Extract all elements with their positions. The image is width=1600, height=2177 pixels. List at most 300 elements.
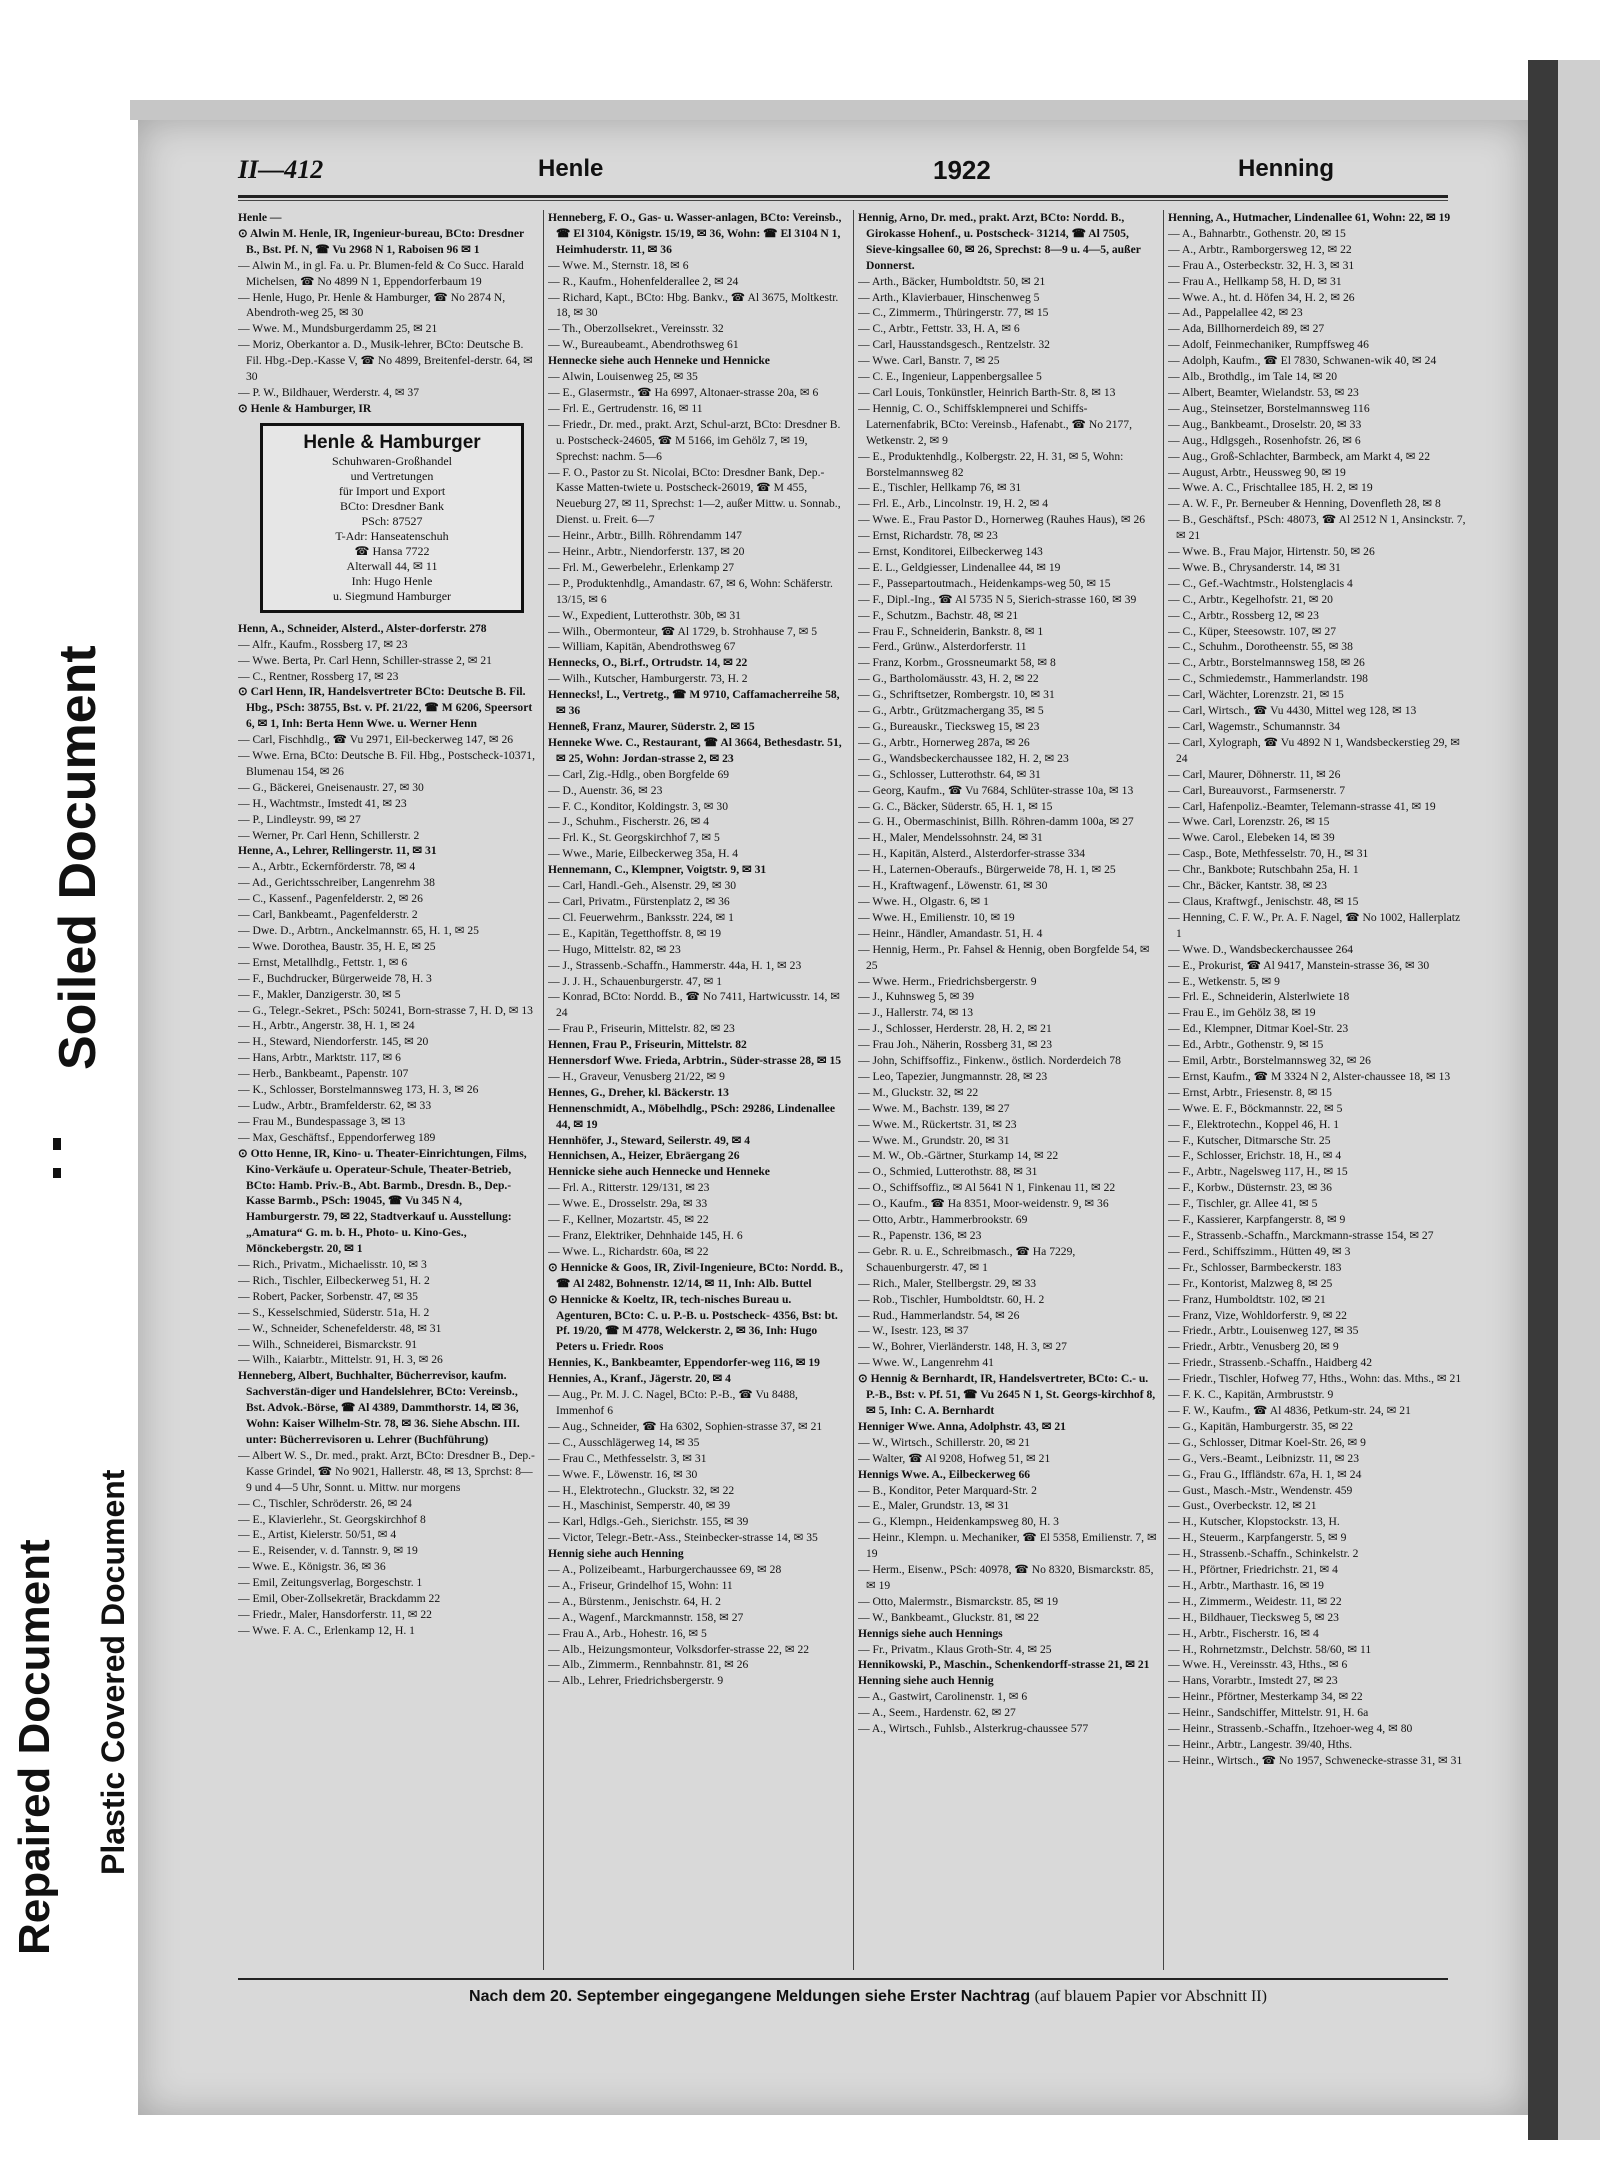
directory-entry: — Emil, Ober-Zollsekretär, Brackdamm 22 [238,1592,441,1606]
directory-entry: — Frau A., Osterbeckstr. 32, H. 3, ✉ 31 [1168,258,1355,272]
directory-entry: — A., Polizeibeamt., Harburgerchaussee 69, ✉ 28 [548,1563,782,1577]
directory-entry: — C., Ausschlägerweg 14, ✉ 35 [548,1435,700,1449]
directory-entry: — R., Kaufm., Hohenfelderallee 2, ✉ 24 [548,274,739,288]
directory-entry: — Carl, Wächter, Lorenzstr. 21, ✉ 15 [1168,688,1344,702]
directory-entry: — H., Zimmerm., Weidestr. 11, ✉ 22 [1168,1594,1342,1608]
directory-entry: — F., Tischler, gr. Allee 41, ✉ 5 [1168,1197,1318,1211]
directory-entry: — Herm., Eisenw., PSch: 40978, ☎ No 8320, Bismarckstr. 85, ✉ 19 [858,1563,1154,1592]
directory-entry: — Rich., Tischler, Eilbeckerweg 51, H. 2 [238,1273,430,1287]
directory-entry: — Wwe. M., Mundsburgerdamm 25, ✉ 21 [238,322,438,336]
directory-entry: — E., Kapitän, Tegetthoffstr. 8, ✉ 19 [548,926,722,940]
directory-entry: — Arth., Klavierbauer, Hinschenweg 5 [858,290,1040,304]
directory-entry: — Carl, Zig.-Hdlg., oben Borgfelde 69 [548,767,730,781]
directory-entry: — Wwe. Carl, Banstr. 7, ✉ 25 [858,354,1000,368]
directory-entry: — M. W., Ob.-Gärtner, Sturkamp 14, ✉ 22 [858,1149,1059,1163]
directory-entry: Hennen, Frau P., Friseurin, Mittelstr. 82 [548,1038,747,1052]
directory-entry: — Wwe. W., Langenrehm 41 [858,1356,994,1370]
directory-entry: — F. C., Konditor, Koldingstr. 3, ✉ 30 [548,799,728,813]
directory-entry: — Hennig, Herm., Pr. Fahsel & Hennig, oben Borgfelde 54, ✉ 25 [858,942,1150,972]
directory-entry: — Leo, Tapezier, Jungmannstr. 28, ✉ 23 [858,1069,1048,1083]
directory-entry: — Carl, Fischhdlg., ☎ Vu 2971, Eil-beckerweg 147, ✉ 26 [238,733,514,747]
directory-entry: — H., Kapitän, Alsterd., Alsterdorfer-strasse 334 [858,847,1086,861]
directory-entry: — E., Reisender, v. d. Tannstr. 9, ✉ 19 [238,1544,418,1558]
directory-entry: — A., Gastwirt, Carolinenstr. 1, ✉ 6 [858,1690,1028,1704]
scanned-directory-page [138,120,1528,2115]
directory-entry: — Ernst, Konditorei, Eilbeckerweg 143 [858,545,1043,559]
header-last-name: Henning [1238,155,1334,182]
directory-entry: — Ernst, Kaufm., ☎ M 3324 N 2, Alster-chaussee 18, ✉ 13 [1168,1069,1451,1083]
directory-entry: — Carl, Wagemstr., Schumannstr. 34 [1168,720,1341,733]
directory-entry: — Carl, Xylograph, ☎ Vu 4892 N 1, Wandsbeckerstieg 29, ✉ 24 [1168,735,1460,765]
page-number: II—412 [238,155,324,184]
directory-entry: Hennies, A., Kranf., Jägerstr. 20, ✉ 4 [548,1372,731,1386]
directory-entry: — Frau C., Methfesselstr. 3, ✉ 31 [548,1451,707,1465]
directory-entry: — H., Arbtr., Marthastr. 16, ✉ 19 [1168,1578,1324,1592]
directory-entry: — A., Bürstenm., Jenischstr. 64, H. 2 [548,1594,721,1608]
directory-entry: Henne, A., Lehrer, Rellingerstr. 11, ✉ 31 [238,844,437,858]
directory-entry: — G., Arbtr., Hornerweg 287a, ✉ 26 [858,735,1030,749]
directory-entry: — Heinr., Sandschiffer, Mittelstr. 91, H. 6a [1168,1706,1369,1720]
directory-entry: — F., Schlosser, Erichstr. 18, H., ✉ 4 [1168,1149,1342,1163]
directory-entry: Hennecks!, L., Vertretg., ☎ M 9710, Caffamacherreihe 58, ✉ 36 [548,688,840,718]
page-top-edge [130,100,1530,120]
directory-entry: — F., Kellner, Mozartstr. 45, ✉ 22 [548,1213,709,1227]
directory-entry: — E., Maler, Grundstr. 13, ✉ 31 [858,1499,1010,1513]
directory-entry: — Wwe. H., Vereinsstr. 43, Hths., ✉ 6 [1168,1658,1348,1672]
directory-entry: Henn, A., Schneider, Alsterd., Alster-dorferstr. 278 [238,621,487,635]
directory-entry: Hennichsen, A., Heizer, Ebräergang 26 [548,1149,740,1163]
directory-entry: Hennig siehe auch Henning [548,1547,684,1561]
directory-entry: — W., Schneider, Schenefelderstr. 48, ✉ 31 [238,1321,442,1335]
directory-entry: — Frl. E., Schneiderin, Alsterlwiete 18 [1168,990,1350,1004]
directory-entry: — C., Gef.-Wachtmstr., Holstenglacis 4 [1168,576,1353,590]
directory-entry: — G., Klempn., Heidenkampsweg 80, H. 3 [858,1515,1059,1529]
directory-entry: — Adolf, Feinmechaniker, Rumpffsweg 46 [1168,338,1369,352]
directory-entry: ⊙ Carl Henn, IR, Handelsvertreter BCto: Deutsche B. Fil. Hbg., PSch: 38755, Bst. v. Pf. 21/22, ☎ M 6206, Speersort 6, ✉ 1, Inh: Berta Henn Wwe. u. Werner Henn [238,685,533,731]
directory-entry: — F. O., Pastor zu St. Nicolai, BCto: Dresdner Bank, Dep.-Kasse Matten-twiete u. Postscheck-26019, ☎ M 455, Neueburg 27, ✉ 11, Sprechst: 1—2, außer Mittw. u. Sonnab., Dienst. u. Freit. 6—7 [548,465,841,527]
directory-entry: — Frau E., im Gehölz 38, ✉ 19 [1168,1006,1316,1020]
column-divider [853,210,854,1970]
directory-entry: — J., Hallerstr. 74, ✉ 13 [858,1006,974,1020]
directory-entry: — O., Schmied, Lutterothstr. 88, ✉ 31 [858,1165,1038,1179]
directory-entry: — G., Kapitän, Hamburgerstr. 35, ✉ 22 [1168,1419,1353,1433]
directory-entry: — Ludw., Arbtr., Bramfelderstr. 62, ✉ 33 [238,1098,432,1112]
directory-entry: — C., Arbtr., Rossberg 12, ✉ 23 [1168,608,1319,622]
directory-entry: — F., Kutscher, Ditmarsche Str. 25 [1168,1133,1331,1147]
directory-entry: ⊙ Henle & Hamburger, IR [238,401,372,415]
directory-entry: — F., Strassenb.-Schaffn., Marckmann-strasse 154, ✉ 27 [1168,1229,1434,1242]
directory-entry: — Richard, Kapt., BCto: Hbg. Bankv., ☎ Al 3675, Moltkestr. 18, ✉ 30 [548,290,839,320]
directory-entry: — Wwe. Dorothea, Baustr. 35, H. E, ✉ 25 [238,939,436,953]
directory-entry: — E., Klavierlehr., St. Georgskirchhof 8 [238,1512,426,1526]
directory-entry: — F., Arbtr., Nagelsweg 117, H., ✉ 15 [1168,1165,1348,1179]
header-rule [238,195,1448,198]
directory-entry: — Gust., Masch.-Mstr., Wendenstr. 459 [1168,1483,1353,1497]
directory-entry: — G., Arbtr., Grützmachergang 35, ✉ 5 [858,704,1044,718]
directory-entry: — F., Dipl.-Ing., ☎ Al 5735 N 5, Sierich-strasse 160, ✉ 39 [858,592,1137,606]
footer-note [288,1988,1448,2006]
directory-entry: — C., Schmiedemstr., Hammerlandstr. 198 [1168,672,1368,686]
directory-entry: — Frau M., Bundespassage 3, ✉ 13 [238,1114,406,1128]
directory-entry: — W., Expedient, Lutterothstr. 30b, ✉ 31 [548,608,741,622]
directory-entry: — A., Arbtr., Ramborgersweg 12, ✉ 22 [1168,242,1352,256]
advertisement-line: für Import und Export [338,483,446,498]
directory-entry: — Hennig, C. O., Schiffsklempnerei und Schiffs-Laternenfabrik, BCto: Vereinsb., Hafenabt., ☎ No 2177, Wetkenstr. 2, ✉ 9 [858,401,1133,447]
directory-entry: — Aug., Schneider, ☎ Ha 6302, Sophien-strasse 37, ✉ 21 [548,1419,823,1433]
directory-entry: — J., Schlosser, Herderstr. 28, H. 2, ✉ 21 [858,1022,1052,1036]
directory-entry: — E., Prokurist, ☎ Al 9417, Manstein-strasse 36, ✉ 30 [1168,958,1430,972]
directory-entry: — C., Arbtr., Kegelhofstr. 21, ✉ 20 [1168,592,1333,606]
directory-entry: — F., Elektrotechn., Koppel 46, H. 1 [1168,1117,1340,1131]
directory-entry: — William, Kapitän, Abendrothsweg 67 [548,640,736,654]
directory-entry: — Wwe. H., Emilienstr. 10, ✉ 19 [858,910,1015,924]
directory-entry: — A., Friseur, Grindelhof 15, Wohn: 11 [548,1578,733,1592]
directory-entry: — J., Schuhm., Fischerstr. 26, ✉ 4 [548,815,710,829]
advertisement-line: PSch: 87527 [361,513,423,528]
directory-entry: — W., Bohrer, Vierländerstr. 148, H. 3, ✉ 27 [858,1340,1067,1354]
directory-entry: — Wwe. Herm., Friedrichsbergerstr. 9 [858,974,1037,988]
directory-entry: — D., Auenstr. 36, ✉ 23 [548,783,663,797]
directory-entry: Hennigs siehe auch Hennings [858,1626,1003,1640]
directory-entry: — F., Passepartoutmach., Heidenkamps-weg 50, ✉ 15 [858,576,1111,590]
directory-entry: — Wwe. M., Bachstr. 139, ✉ 27 [858,1101,1010,1115]
advertisement-line: Inh: Hugo Henle [351,573,433,588]
directory-entry: Hennecke siehe auch Henneke und Hennicke [548,354,770,368]
directory-entry: — Wwe. Carl, Lorenzstr. 26, ✉ 15 [1168,815,1330,829]
directory-entry: — Wwe. E., Frau Pastor D., Hornerweg (Rauhes Haus), ✉ 26 [858,513,1146,527]
directory-entry: Hennhöfer, J., Steward, Seilerstr. 49, ✉ 4 [548,1133,751,1147]
directory-entry: — A., Wirtsch., Fuhlsb., Alsterkrug-chaussee 577 [858,1722,1089,1736]
directory-entry: — E., Wetkenstr. 5, ✉ 9 [1168,974,1280,988]
directory-entry: — F., Korbw., Düsternstr. 23, ✉ 36 [1168,1181,1332,1195]
directory-entry: — Gust., Overbeckstr. 12, ✉ 21 [1168,1499,1317,1513]
directory-entry: — Heinr., Arbtr., Billh. Röhrendamm 147 [548,529,742,543]
directory-entry: — Hugo, Mittelstr. 82, ✉ 23 [548,942,681,956]
directory-entry: Hennes, G., Dreher, kl. Bäckerstr. 13 [548,1085,729,1099]
directory-entry: — Alb., Lehrer, Friedrichsbergerstr. 9 [548,1674,724,1688]
directory-entry: — C., Tischler, Schröderstr. 26, ✉ 24 [238,1496,412,1510]
directory-entry: — A. W. F., Pr. Berneuber & Henning, Dovenfleth 28, ✉ 8 [1168,497,1441,511]
directory-entry: — W., Isestr. 123, ✉ 37 [858,1324,969,1338]
directory-entry: — Frau F., Schneiderin, Bankstr. 8, ✉ 1 [858,624,1044,638]
directory-entry: — Werner, Pr. Carl Henn, Schillerstr. 2 [238,828,420,842]
directory-entry: — W., Bureaubeamt., Abendrothsweg 61 [548,338,739,352]
advertisement-title: Henle & Hamburger [303,431,481,453]
directory-entry: — G., Schlosser, Lutterothstr. 64, ✉ 31 [858,767,1041,781]
directory-entry: — Wwe. B., Chrysanderstr. 14, ✉ 31 [1168,560,1341,574]
directory-entry: — P., Lindleystr. 99, ✉ 27 [238,812,361,826]
directory-entry: — O., Kaufm., ☎ Ha 8351, Moor-weidenstr. 9, ✉ 36 [858,1197,1109,1211]
directory-entry: — Frau A., Hellkamp 58, H. D, ✉ 31 [1168,274,1342,288]
directory-entry: — G., Schlosser, Ditmar Koel-Str. 26, ✉ 9 [1168,1435,1366,1449]
directory-entry: — Albert, Beamter, Wielandstr. 53, ✉ 23 [1168,385,1359,399]
directory-entry: — Alb., Heizungsmonteur, Volksdorfer-strasse 22, ✉ 22 [548,1642,810,1656]
directory-entry: — Claus, Kraftwgf., Jenischstr. 48, ✉ 15 [1168,894,1359,908]
directory-entry: — Rud., Hammerlandstr. 54, ✉ 26 [858,1308,1020,1322]
directory-entry: — E., Glasermstr., ☎ Ha 6997, Altonaer-strasse 20a, ✉ 6 [548,385,819,399]
directory-entry: — Wilh., Schneiderei, Bismarckstr. 91 [238,1337,417,1351]
directory-entry: — Wilh., Kutscher, Hamburgerstr. 73, H. 2 [548,672,748,686]
directory-entry: — Carl, Hafenpoliz.-Beamter, Telemann-strasse 41, ✉ 19 [1168,799,1436,813]
directory-entry: — Heinr., Wirtsch., ☎ No 1957, Schwenecke-strasse 31, ✉ 31 [1168,1753,1463,1767]
directory-entry: — Victor, Telegr.-Betr.-Ass., Steinbecker-strasse 14, ✉ 35 [548,1531,818,1545]
directory-entry: — Wilh., Kaiarbtr., Mittelstr. 91, H. 3, ✉ 26 [238,1353,443,1367]
footer-note-rest: (auf blauem Papier vor Abschnitt II) [1034,1988,1267,2005]
directory-entry: — Konrad, BCto: Nordd. B., ☎ No 7411, Hartwicusstr. 14, ✉ 24 [548,990,840,1020]
directory-entry: — Fr., Privatm., Klaus Groth-Str. 4, ✉ 25 [858,1642,1052,1656]
directory-entry: Hennersdorf Wwe. Frieda, Arbtrin., Süder-strasse 28, ✉ 15 [548,1054,842,1068]
directory-entry: — Alfr., Kaufm., Rossberg 17, ✉ 23 [238,637,408,651]
directory-entry: — Wwe. B., Frau Major, Hirtenstr. 50, ✉ 26 [1168,545,1375,559]
directory-entry: Henle — [238,211,282,224]
directory-entry: — H., Wachtmstr., Imstedt 41, ✉ 23 [238,796,407,810]
directory-entry: — Rich., Maler, Stellbergstr. 29, ✉ 33 [858,1276,1037,1290]
directory-entry: — Hans, Vorarbtr., Imstedt 27, ✉ 23 [1168,1674,1338,1688]
directory-entry: — A., Bahnarbtr., Gothenstr. 20, ✉ 15 [1168,226,1346,240]
directory-entry: — Wwe. Carol., Elebeken 14, ✉ 39 [1168,831,1335,845]
directory-entry: — Wwe. Berta, Pr. Carl Henn, Schiller-strasse 2, ✉ 21 [238,653,492,667]
footer-note-main: Nach dem 20. September eingegangene Meldungen siehe Erster Nachtrag [469,1988,1031,2005]
directory-entry: ⊙ Hennicke & Koeltz, IR, tech-nisches Bureau u. Agenturen, BCto: C. u. P.-B. u. Postscheck- 4356, Bst: bt. Pf. 19/20, ☎ M 4778, Welckerstr. 2, ✉ 36, Inh: Hugo Peters u. Friedr. Roos [548,1292,838,1354]
directory-entry: — H., Steuerm., Karpfangerstr. 5, ✉ 9 [1168,1531,1347,1545]
directory-entry: — Carl, Bankbeamt., Pagenfelderstr. 2 [238,908,418,922]
directory-entry: — Wwe. M., Grundstr. 20, ✉ 31 [858,1133,1010,1147]
directory-entry: — C., Arbtr., Fettstr. 33, H. A, ✉ 6 [858,322,1020,336]
directory-entry: — Aug., Pr. M. J. C. Nagel, BCto: P.-B., ☎ Vu 8488, Immenhof 6 [548,1388,798,1417]
directory-entry: — Frau Joh., Näherin, Rossberg 31, ✉ 23 [858,1038,1053,1052]
directory-entry: — H., Laternen-Oberaufs., Bürgerweide 78, H. 1, ✉ 25 [858,863,1116,877]
directory-entry: — H., Kraftwagenf., Löwenstr. 61, ✉ 30 [858,879,1048,893]
directory-entry: — H., Elektrotechn., Gluckstr. 32, ✉ 22 [548,1483,735,1497]
directory-entry: — O., Schiffsoffiz., ✉ Al 5641 N 1, Finkenau 11, ✉ 22 [858,1181,1116,1195]
directory-entry: — S., Kesselschmied, Süderstr. 51a, H. 2 [238,1305,430,1319]
advertisement-line: Alterwall 44, ✉ 11 [346,558,438,573]
directory-entry: — Frau P., Friseurin, Mittelstr. 82, ✉ 23 [548,1022,735,1036]
directory-entry: — G., Bäckerei, Gneisenaustr. 27, ✉ 30 [238,780,424,794]
directory-entry: — Heinr., Strassenb.-Schaffn., Itzehoer-weg 4, ✉ 80 [1168,1722,1413,1736]
directory-entry: — Heinr., Händler, Amandastr. 51, H. 4 [858,926,1043,940]
directory-entry: — Ada, Billhornerdeich 89, ✉ 27 [1168,322,1325,336]
directory-entry: — Franz, Humboldtstr. 102, ✉ 21 [1168,1292,1326,1306]
directory-entry: — Georg, Kaufm., ☎ Vu 7684, Schlüter-strasse 10a, ✉ 13 [858,783,1134,797]
directory-entry: — Chr., Bankbote; Rutschbahn 25a, H. 1 [1168,863,1359,877]
directory-entry: — H., Maler, Mendelssohnstr. 24, ✉ 31 [858,831,1043,845]
directory-column-2 [548,210,848,1970]
directory-entry: Henneberg, Albert, Buchhalter, Bücherrevisor, kaufm. Sachverstän-diger und Handelslehrer, BCto: Vereinsb., Bst. Advok.-Börse, ☎ Al 4389, Dammthorstr. 14, ✉ 36, Wohn: Kaiser Wilhelm-Str. 78, ✉ 36. Siehe Abschn. III. unter: Bücherrevisoren u. Lehrer (Buchführung) [238,1369,520,1446]
directory-entry: — Otto, Arbtr., Hammerbrookstr. 69 [858,1213,1028,1227]
directory-entry: — Friedr., Arbtr., Venusberg 20, ✉ 9 [1168,1340,1339,1354]
directory-entry: — Wwe. E., Königstr. 36, ✉ 36 [238,1560,386,1574]
directory-entry: — Frau A., Arb., Hohestr. 16, ✉ 5 [548,1626,707,1640]
directory-entry: — H., Pförtner, Friedrichstr. 21, ✉ 4 [1168,1563,1338,1577]
adjacent-page-edge [1558,60,1600,2140]
directory-entry: — Friedr., Dr. med., prakt. Arzt, Schul-arzt, BCto: Dresdner B. u. Postscheck-24605, ☎ M 5166, im Gehölz 7, ✉ 19, Sprechst: nachm. 5—6 [548,417,841,463]
directory-entry: — G., Telegr.-Sekret., PSch: 50241, Born-strasse 7, H. D, ✉ 13 [238,1003,533,1017]
directory-entry: — Th., Oberzollsekret., Vereinsstr. 32 [548,322,724,336]
directory-entry: — Alb., Zimmerm., Rennbahnstr. 81, ✉ 26 [548,1658,749,1672]
directory-entry: — H., Rohrnetzmstr., Delchstr. 58/60, ✉ 11 [1168,1642,1372,1656]
directory-entry: — Frl. A., Ritterstr. 129/131, ✉ 23 [548,1181,710,1195]
directory-entry: Hennigs Wwe. A., Eilbeckerweg 66 [858,1467,1031,1481]
directory-entry: — Carl, Handl.-Geh., Alsenstr. 29, ✉ 30 [548,879,737,893]
directory-entry: — Ed., Klempner, Ditmar Koel-Str. 23 [1168,1022,1349,1036]
directory-entry: — Aug., Groß-Schlachter, Barmbeck, am Markt 4, ✉ 22 [1168,449,1430,463]
directory-entry: — Heinr., Arbtr., Niendorferstr. 137, ✉ 20 [548,545,745,559]
plastic-covered-document-label: Plastic Covered Document [95,1469,131,1875]
directory-entry: — Robert, Packer, Sorbenstr. 47, ✉ 35 [238,1289,418,1303]
directory-entry: — Ad., Pappelallee 42, ✉ 23 [1168,306,1303,320]
directory-entry: — G., Bartholomäusstr. 43, H. 2, ✉ 22 [858,672,1039,686]
directory-entry: — G., Schriftsetzer, Rombergstr. 10, ✉ 31 [858,688,1055,702]
directory-entry: — Moriz, Oberkantor a. D., Musik-lehrer, BCto: Deutsche B. Fil. Hbg.-Dep.-Kasse V, ☎ No 4899, Breitenfel-derstr. 64, ✉ 30 [238,338,533,384]
directory-entry: — F., Buchdrucker, Bürgerweide 78, H. 3 [238,971,432,985]
directory-entry: — Wwe. D., Wandsbeckerchaussee 264 [1168,942,1354,956]
directory-entry: — M., Gluckstr. 32, ✉ 22 [858,1085,979,1099]
header-year: 1922 [933,155,991,185]
directory-entry: — Wwe. A., ht. d. Höfen 34, H. 2, ✉ 26 [1168,290,1355,304]
label-divider-mark [53,1168,61,1178]
directory-entry: Hennemann, C., Klempner, Voigtstr. 9, ✉ 31 [548,863,767,877]
directory-column-1 [238,210,538,1970]
directory-entry: — Ad., Gerichtsschreiber, Langenrehm 38 [238,876,435,890]
directory-entry: — W., Wirtsch., Schillerstr. 20, ✉ 21 [858,1435,1030,1449]
directory-entry: — Ernst, Richardstr. 78, ✉ 23 [858,529,998,543]
directory-entry: — H., Steward, Niendorferstr. 145, ✉ 20 [238,1035,429,1049]
directory-entry: — H., Maschinist, Semperstr. 40, ✉ 39 [548,1499,731,1513]
directory-entry: — P., Produktenhdlg., Amandastr. 67, ✉ 6, Wohn: Schäferstr. 13/15, ✉ 6 [548,576,833,606]
directory-entry: — Emil, Zeitungsverlag, Borgeschstr. 1 [238,1576,423,1590]
directory-entry: Hennies, K., Bankbeamter, Eppendorfer-weg 116, ✉ 19 [548,1356,820,1370]
directory-entry: — Henning, C. F. W., Pr. A. F. Nagel, ☎ No 1002, Hallerplatz 1 [1168,910,1461,940]
directory-entry: — Alwin M., in gl. Fa. u. Pr. Blumen-feld & Co Succ. Harald Michelsen, ☎ No 4899 N 1, Eppendorferbaum 19 [238,258,524,288]
footer-rule [238,1978,1448,1980]
directory-entry: — Heinr., Arbtr., Langestr. 39/40, Hths. [1168,1738,1353,1751]
directory-entry: — Friedr., Maler, Hansdorferstr. 11, ✉ 22 [238,1607,432,1621]
directory-entry: — Friedr., Arbtr., Louisenweg 127, ✉ 35 [1168,1324,1359,1338]
directory-entry: — Alb., Brothdlg., im Tale 14, ✉ 20 [1168,370,1338,384]
directory-entry: — Franz, Vize, Wohldorferstr. 9, ✉ 22 [1168,1308,1347,1322]
directory-entry: — E., Produktenhdlg., Kolbergstr. 22, H. 31, ✉ 5, Wohn: Borstelmannsweg 82 [858,449,1124,479]
directory-entry: — Fr., Schlosser, Barmbeckerstr. 183 [1168,1260,1342,1274]
directory-entry: — G., Frau G., Iffländstr. 67a, H. 1, ✉ 24 [1168,1467,1362,1481]
directory-entry: Henning, A., Hutmacher, Lindenallee 61, Wohn: 22, ✉ 19 [1168,211,1451,224]
directory-entry: ⊙ Hennig & Bernhardt, IR, Handelsvertreter, BCto: C.- u. P.-B., Bst: v. Pf. 51, ☎ Vu 2645 N 1, St. Georgs-kirchhof 8, ✉ 5, Inh: C. A. Bernhardt [858,1372,1156,1417]
directory-entry: — Heinr., Klempn. u. Mechaniker, ☎ El 5358, Emilienstr. 7, ✉ 19 [858,1531,1157,1561]
directory-entry: — Frl. M., Gewerbelehr., Erlenkamp 27 [548,560,735,574]
header-first-name: Henle [538,155,604,182]
directory-entry: — P. W., Bildhauer, Werderstr. 4, ✉ 37 [238,385,420,399]
directory-entry: — Friedr., Tischler, Hofweg 77, Hths., Wohn: das. Mths., ✉ 21 [1168,1372,1462,1386]
directory-entry: — Aug., Hdlgsgeh., Rosenhofstr. 26, ✉ 6 [1168,433,1361,447]
directory-entry: — E., Artist, Kielerstr. 50/51, ✉ 4 [238,1528,397,1542]
directory-entry: — Ferd., Grünw., Alsterdorferstr. 11 [858,640,1027,654]
directory-entry: — C., Arbtr., Borstelmannsweg 158, ✉ 26 [1168,656,1365,670]
directory-entry: — J., Strassenb.-Schaffn., Hammerstr. 44a, H. 1, ✉ 23 [548,958,802,972]
directory-entry: — Carl, Privatm., Fürstenplatz 2, ✉ 36 [548,894,730,908]
directory-entry: — Ferd., Schiffszimm., Hütten 49, ✉ 3 [1168,1244,1351,1258]
directory-entry: — Albert W. S., Dr. med., prakt. Arzt, BCto: Dresdner B., Dep.-Kasse Grindel, ☎ No 9021, Hallerstr. 48, ✉ 13, Sprchst: 8—9 und 4—5 Uhr, Sonnt. u. Mittw. nur morgens [238,1448,535,1494]
directory-entry: — Otto, Malermstr., Bismarckstr. 85, ✉ 19 [858,1594,1059,1608]
page-header [238,155,1448,191]
directory-entry: Henning siehe auch Hennig [858,1674,994,1688]
directory-entry: Hennikowski, P., Maschin., Schenkendorff-strasse 21, ✉ 21 [858,1658,1150,1672]
directory-entry: — Wwe. L., Richardstr. 60a, ✉ 22 [548,1244,709,1258]
directory-entry: — Max, Geschäftsf., Eppendorferweg 189 [238,1130,436,1144]
directory-entry: — Aug., Steinsetzer, Borstelmannsweg 116 [1168,401,1370,415]
directory-entry: — August, Arbtr., Heussweg 90, ✉ 19 [1168,465,1346,479]
directory-entry: — Fr., Kontorist, Malzweg 8, ✉ 25 [1168,1276,1333,1290]
directory-entry: — Carl, Hausstandsgesch., Rentzelstr. 32 [858,338,1050,352]
directory-entry: — Rob., Tischler, Humboldtstr. 60, H. 2 [858,1292,1045,1306]
directory-entry: — C., Schuhm., Dorotheenstr. 55, ✉ 38 [1168,640,1353,654]
directory-entry: — Carl Louis, Tonkünstler, Heinrich Barth-Str. 8, ✉ 13 [858,385,1116,399]
directory-entry: — Carl, Bureauvorst., Farmsenerstr. 7 [1168,783,1346,797]
directory-entry: Hennicke siehe auch Hennecke und Henneke [548,1165,770,1179]
directory-entry: Henneke Wwe. C., Restaurant, ☎ Al 3664, Bethesdastr. 51, ✉ 25, Wohn: Jordan-strasse 2, ✉ 23 [548,735,842,765]
directory-entry: — C., Rentner, Rossberg 17, ✉ 23 [238,669,399,683]
directory-entry: ⊙ Hennicke & Goos, IR, Zivil-Ingenieure, BCto: Nordd. B., ☎ Al 2482, Bohnenstr. 12/14, ✉ 11, Inh: Alb. Buttel [548,1260,843,1290]
page-spine-shadow [1528,60,1558,2140]
directory-entry: — Alwin, Louisenweg 25, ✉ 35 [548,370,698,384]
directory-entry: — A., Wagenf., Marckmannstr. 158, ✉ 27 [548,1610,744,1624]
directory-entry: — Wwe., Marie, Eilbeckerweg 35a, H. 4 [548,847,739,861]
directory-entry: — E., Tischler, Hellkamp 76, ✉ 31 [858,481,1022,495]
directory-entry: — Aug., Bankbeamt., Droselstr. 20, ✉ 33 [1168,417,1362,431]
directory-entry: — Wwe. F. A. C., Erlenkamp 12, H. 1 [238,1623,415,1637]
directory-entry: — K., Schlosser, Borstelmannsweg 173, H. 3, ✉ 26 [238,1083,479,1097]
directory-column-4 [1168,210,1468,1970]
column-divider [543,210,544,1970]
directory-entry: Henneberg, F. O., Gas- u. Wasser-anlagen, BCto: Vereinsb., ☎ El 3104, Königstr. 15/19, ✉ 36, Wohn: ☎ El 3104 N 1, Heimhuderstr. 11, ✉ 36 [548,211,842,256]
directory-entry: — Wwe. Erna, BCto: Deutsche B. Fil. Hbg., Postscheck-10371, Blumenau 154, ✉ 26 [238,749,536,778]
directory-entry: — Ernst, Arbtr., Friesenstr. 8, ✉ 15 [1168,1085,1332,1099]
directory-entry: ⊙ Otto Henne, IR, Kino- u. Theater-Einrichtungen, Films, Kino-Verkäufe u. Operateur-Schule, Theater-Betrieb, BCto: Hamb. Priv.-B., Abt. Barmb., Dresdn. B., Dep.-Kasse Barmb., PSch: 19045, ☎ Vu 345 N 4, Hamburgerstr. 79, ✉ 22, Stadtverkauf u. Ausstellung: „Amatura“ G. m. b. H., Photo- u. Kino-Ges., Mönckebergstr. 20, ✉ 1 [238,1146,527,1256]
directory-entry: — Adolph, Kaufm., ☎ El 7830, Schwanen-wik 40, ✉ 24 [1168,354,1437,368]
soiled-document-label: Soiled Document [49,645,107,1070]
directory-entry: — Friedr., Strassenb.-Schaffn., Haidberg 42 [1168,1356,1373,1370]
directory-entry: — C., Kassenf., Pagenfelderstr. 2, ✉ 26 [238,892,423,906]
directory-entry: — J., Kuhnsweg 5, ✉ 39 [858,990,974,1004]
directory-entry: — Hans, Arbtr., Marktstr. 117, ✉ 6 [238,1051,401,1065]
directory-entry: — Carl, Wirtsch., ☎ Vu 4430, Mittel weg 128, ✉ 13 [1168,704,1417,718]
directory-entry: — F., Schutzm., Bachstr. 48, ✉ 21 [858,608,1019,622]
directory-entry: — Wwe. F., Löwenstr. 16, ✉ 30 [548,1467,698,1481]
directory-entry: — B., Geschäftsf., PSch: 48073, ☎ Al 2512 N 1, Ansinckstr. 7, ✉ 21 [1168,513,1466,543]
directory-entry: — Rich., Privatm., Michaelisstr. 10, ✉ 3 [238,1258,427,1272]
directory-entry: — Herb., Bankbeamt., Papenstr. 107 [238,1067,409,1081]
directory-entry: — Walter, ☎ Al 9208, Hofweg 51, ✉ 21 [858,1451,1051,1465]
directory-entry: — G. H., Obermaschinist, Billh. Röhren-damm 100a, ✉ 27 [858,815,1134,829]
advertisement-line: ☎ Hansa 7722 [354,543,430,558]
company-advertisement-box [260,423,524,613]
directory-entry: — R., Papenstr. 136, ✉ 23 [858,1229,982,1242]
directory-entry: — A., Arbtr., Eckernförderstr. 78, ✉ 4 [238,860,416,874]
directory-entry: — Franz, Elektriker, Dehnhaide 145, H. 6 [548,1229,743,1242]
directory-entry: — Karl, Hdlgs.-Geh., Sierichstr. 155, ✉ 39 [548,1515,749,1529]
directory-entry: — H., Kutscher, Klopstockstr. 13, H. [1168,1515,1340,1529]
directory-entry: — H., Arbtr., Fischerstr. 16, ✉ 4 [1168,1626,1319,1640]
directory-entry: — Wwe. E. F., Böckmannstr. 22, ✉ 5 [1168,1101,1343,1115]
directory-entry: — Wwe. H., Olgastr. 6, ✉ 1 [858,894,989,908]
directory-entry: — Frl. E., Gertrudenstr. 16, ✉ 11 [548,401,703,415]
directory-entry: — Gebr. R. u. E., Schreibmasch., ☎ Ha 7229, Schauenburgerstr. 47, ✉ 1 [858,1244,1076,1274]
directory-entry: — Casp., Bote, Methfesselstr. 70, H., ✉ 31 [1168,847,1369,861]
directory-column-3 [858,210,1158,1970]
directory-entry: Hennenschmidt, A., Möbelhdlg., PSch: 29286, Lindenallee 44, ✉ 19 [548,1101,835,1131]
directory-entry: Henniger Wwe. Anna, Adolphstr. 43, ✉ 21 [858,1419,1066,1433]
directory-entry: — F. W., Kaufm., ☎ Al 4836, Petkum-str. 24, ✉ 21 [1168,1403,1411,1417]
directory-entry: — A., Seem., Hardenstr. 62, ✉ 27 [858,1706,1016,1720]
